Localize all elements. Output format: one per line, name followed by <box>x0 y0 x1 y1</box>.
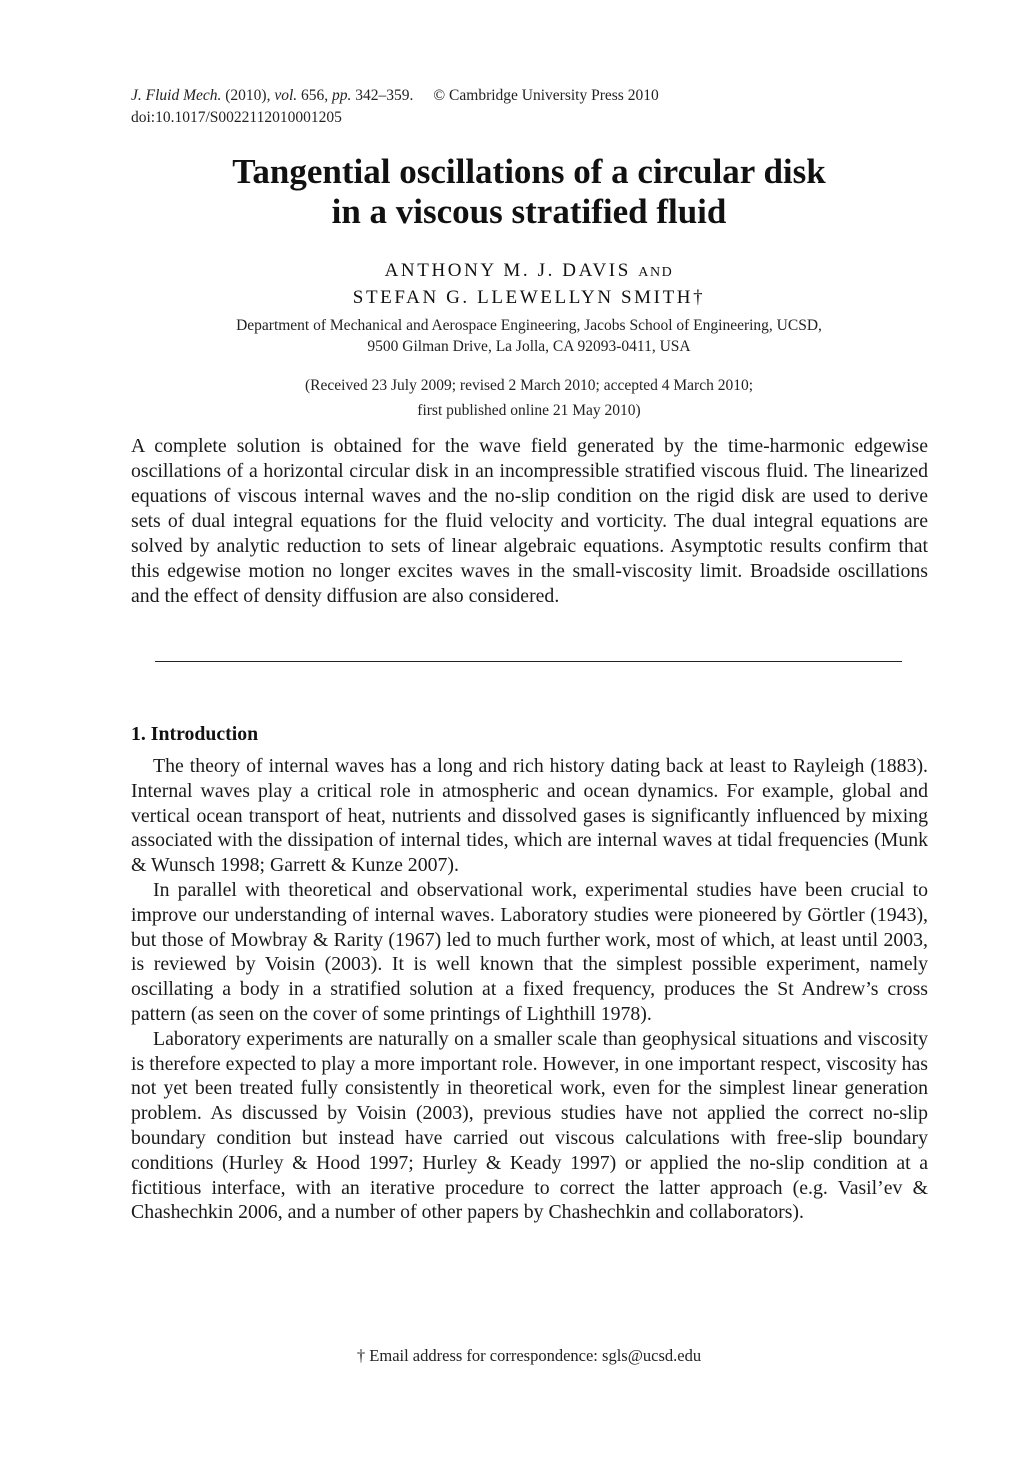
journal-year: (2010), <box>225 87 271 104</box>
author-connector: AND <box>638 265 674 280</box>
copyright-notice: © Cambridge University Press 2010 <box>433 87 659 104</box>
abstract: A complete solution is obtained for the wave field generated by the time-harmonic edgewise oscillations of a horizontal circular disk in an incompressible stratified viscous fluid. The linearized equations of viscous internal waves and the no-slip condition on the rigid disk are used to derive sets of dual integral equations for the fluid velocity and vorticity. The dual integral equations are solved by analytic reduction to sets of linear algebraic equations. Asymptotic results confirm that this edgewise motion no longer excites waves in the small-viscosity limit. Broadside oscillations and the effect of density diffusion are also considered. <box>131 435 928 607</box>
journal-header <box>131 85 659 129</box>
doi: doi:10.1017/S0022112010001205 <box>131 109 342 126</box>
received-line-1: (Received 23 July 2009; revised 2 March 2010; accepted 4 March 2010; <box>304 377 754 394</box>
volume-label: vol. <box>274 87 298 104</box>
section-heading: 1. Introduction <box>131 723 259 745</box>
title-line-1: Tangential oscillations of a circular disk <box>232 152 826 191</box>
author-2: STEFAN G. LLEWELLYN SMITH† <box>352 287 706 308</box>
paragraph: Laboratory experiments are naturally on a smaller scale than geophysical situations and viscosity is therefore expected to play a more important role. However, in one important respect, viscosity has not yet been treated fully consistently in theoretical work, even for the simplest linear generation problem. As discussed by Voisin (2003), previous studies have not applied the correct no-slip boundary condition but instead have carried out viscous calculations with free-slip boundary conditions (Hurley & Hood 1997; Hurley & Keady 1997) or applied the no-slip condition at a fictitious interface, with an iterative procedure to correct the latter approach (e.g. Vasil’ev & Chashechkin 2006, and a number of other papers by Chashechkin and collaborators). <box>131 1027 928 1224</box>
page-range: 342–359. <box>355 87 414 104</box>
title-line-2: in a viscous stratified fluid <box>331 192 727 231</box>
affiliation <box>0 315 1028 357</box>
journal-name: J. Fluid Mech. <box>131 87 222 104</box>
paragraph: In parallel with theoretical and observational work, experimental studies have been crucial to improve our understanding of internal waves. Laboratory studies were pioneered by Görtler (1943), but those of Mowbray & Rarity (1967) led to much further work, most of which, at least until 2003, is reviewed by Voisin (2003). It is well known that the simplest possible experiment, namely oscillating a body in a stratified solution at a fixed frequency, produces the St Andrew’s cross pattern (as seen on the cover of some printings of Lighthill 1978). <box>131 878 928 1025</box>
received-line-2: first published online 21 May 2010) <box>417 402 641 419</box>
author-block <box>0 258 1028 310</box>
correspondence-footnote: † Email address for correspondence: sgls@ucsd.edu <box>356 1346 702 1365</box>
citation-line <box>131 85 659 107</box>
paragraph: The theory of internal waves has a long and rich history dating back at least to Rayleigh (1883). Internal waves play a critical role in atmospheric and ocean dynamics. For example, global and vertical ocean transport of heat, nutrients and dissolved gases is significantly influenced by mixing associated with the dissipation of internal tides, which are internal waves at tidal frequencies (Munk & Wunsch 1998; Garrett & Kunze 2007). <box>131 755 928 877</box>
author-1: ANTHONY M. J. DAVIS <box>384 260 631 281</box>
pages-label: pp. <box>332 87 352 104</box>
affiliation-line-1: Department of Mechanical and Aerospace Engineering, Jacobs School of Engineering, UCSD, <box>236 317 822 334</box>
affiliation-line-2: 9500 Gilman Drive, La Jolla, CA 92093-0411, USA <box>367 338 691 355</box>
received-dates <box>0 373 1028 423</box>
introduction-body <box>131 754 928 1225</box>
author-line-1 <box>0 258 1028 285</box>
abstract-divider <box>155 661 902 662</box>
volume-number: 656, <box>301 87 329 104</box>
paper-title <box>0 152 1028 232</box>
